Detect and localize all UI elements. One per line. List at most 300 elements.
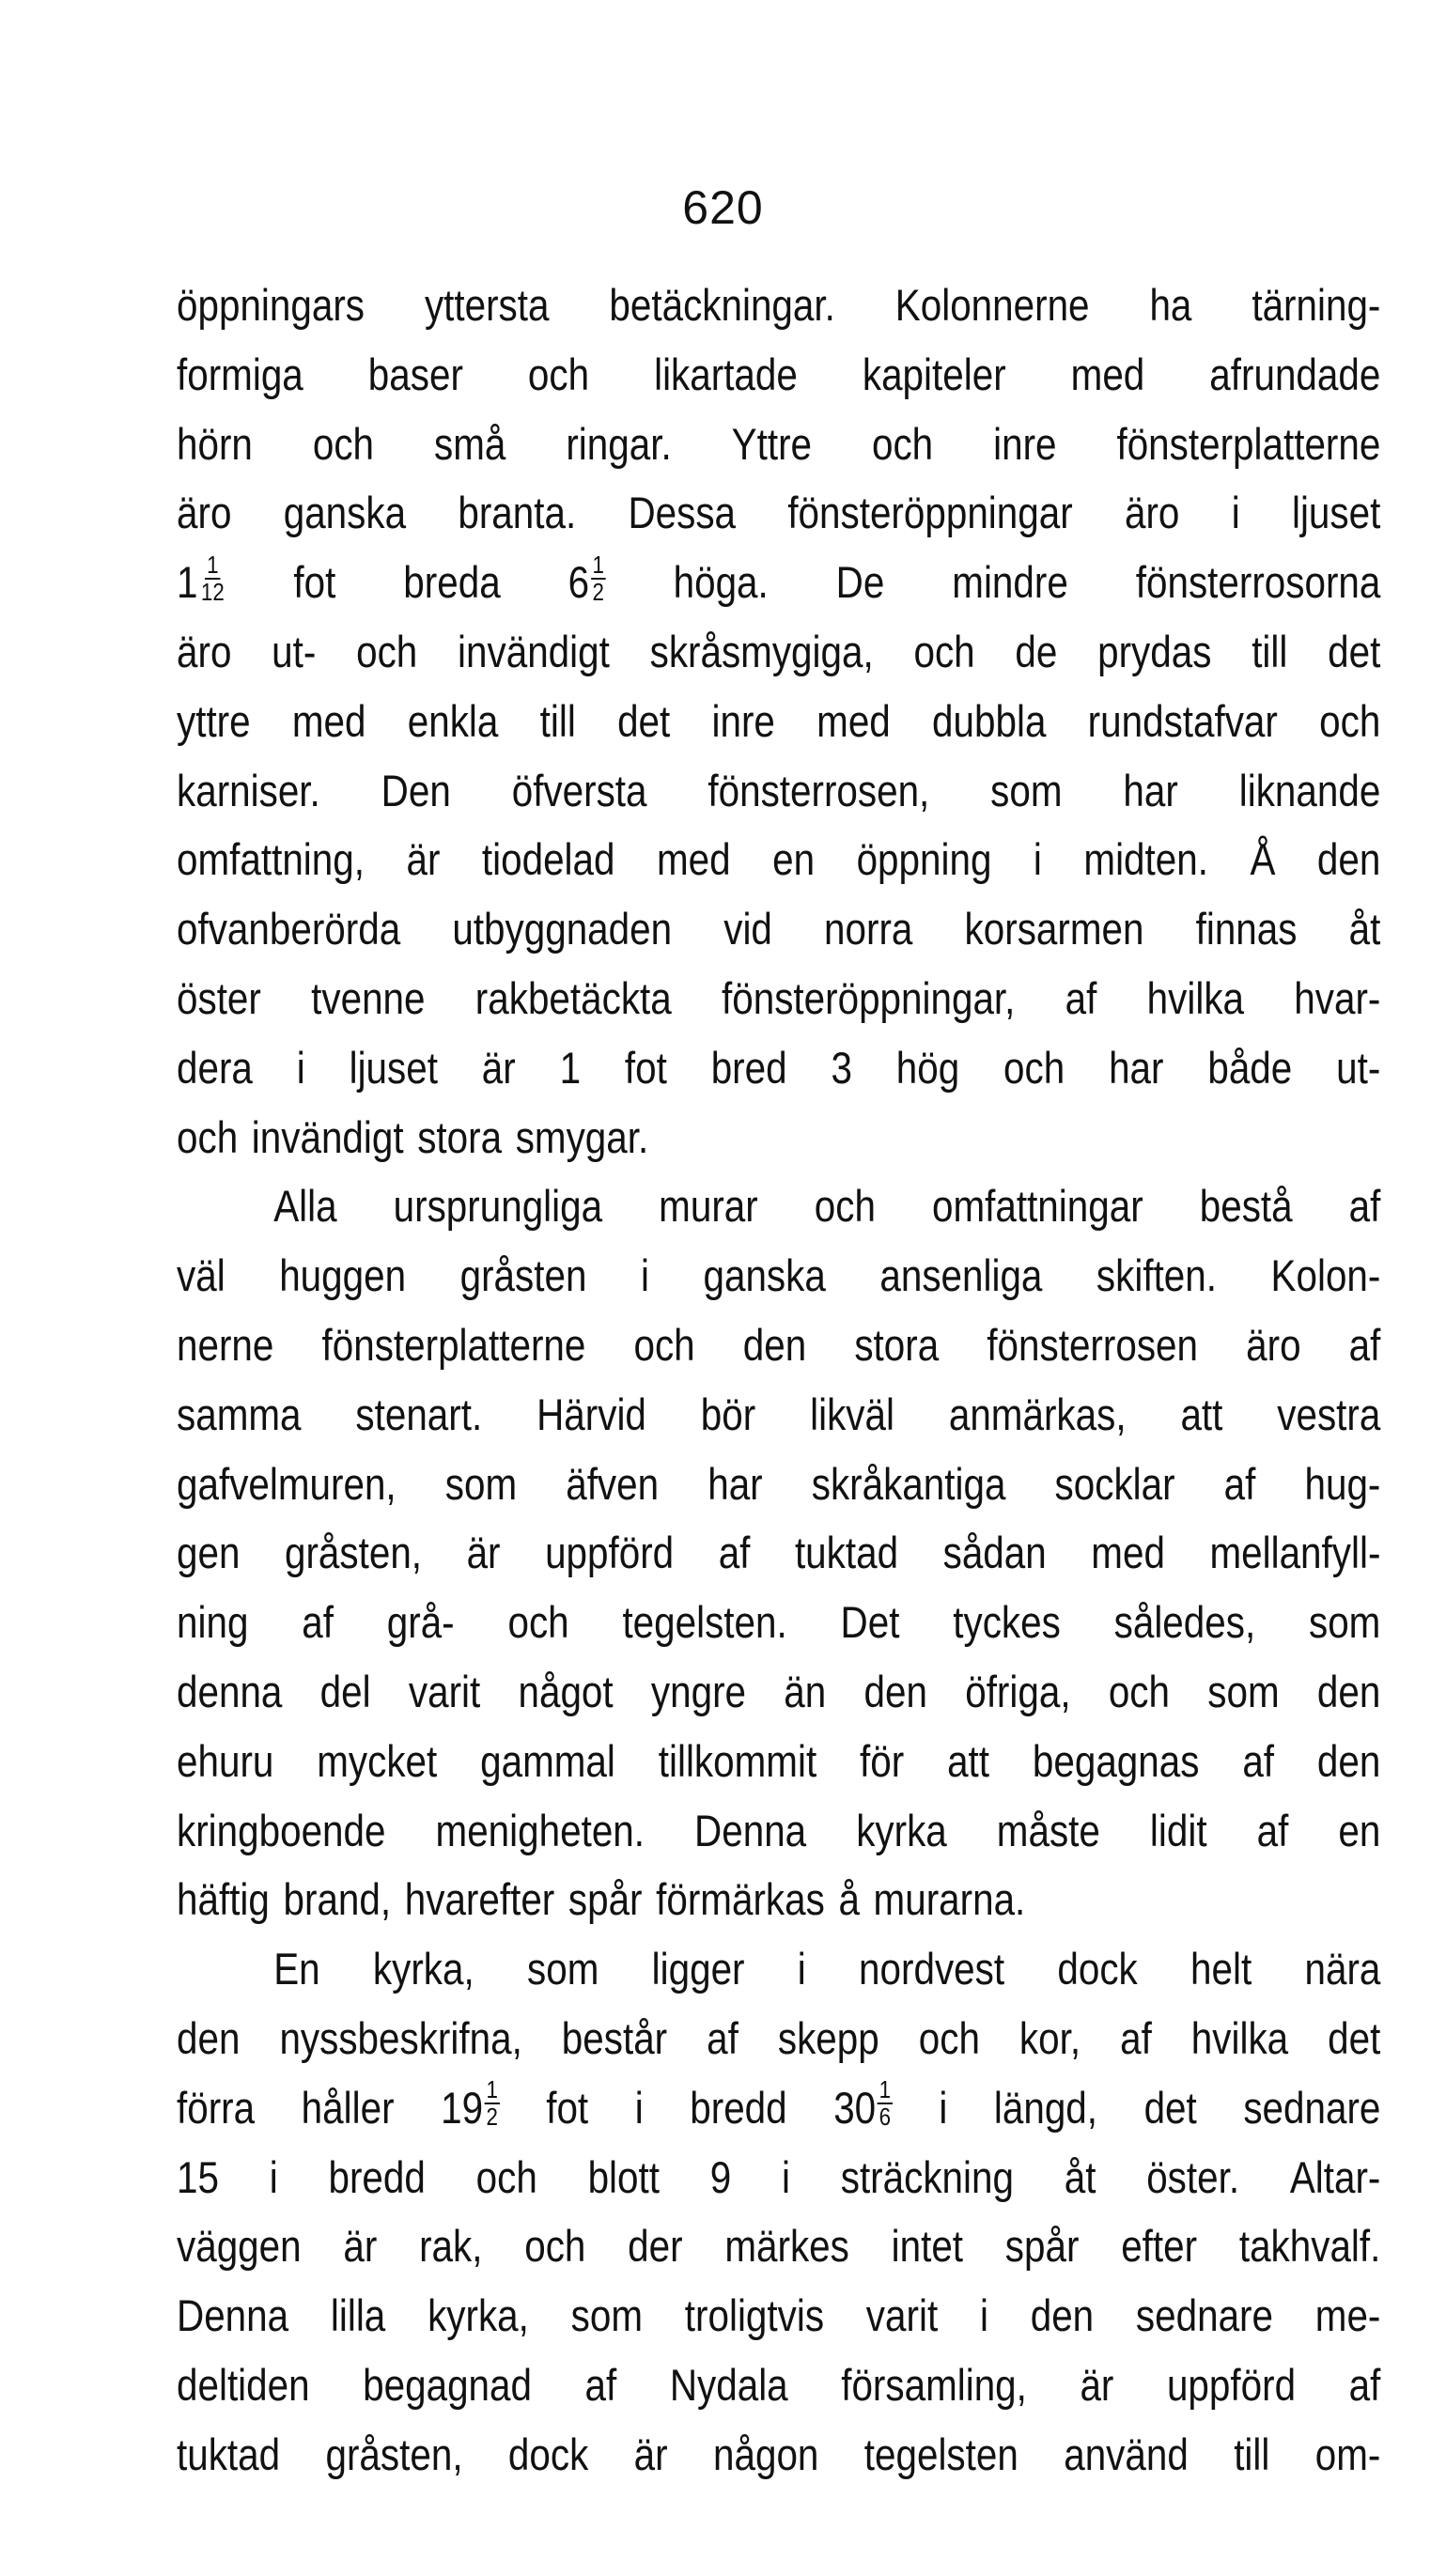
word: något [518,1666,614,1716]
text-line [177,1380,1380,1450]
text-line [177,1865,1380,1934]
word: det [617,695,671,746]
word: af [1348,2359,1381,2410]
word: af [1120,2012,1152,2063]
text-line [177,964,1380,1033]
word: väggen [177,2221,302,2272]
word: ning [177,1597,249,1648]
text-line [177,1657,1380,1727]
word: fönsterrosorna [1135,557,1381,608]
word: både [1207,1042,1293,1093]
word: äro [177,626,232,676]
word: är [343,2221,378,2272]
word: Alla [273,1181,337,1232]
word: Å [1250,834,1276,885]
word: korsarmen [964,904,1144,954]
word: nyssbeskrifna, [279,2012,522,2063]
word: karniser. [177,765,320,815]
word: del [319,1666,371,1716]
word: ofvanberörda [177,904,401,954]
text-line [177,271,1380,340]
word: inre [993,418,1057,469]
word: och [633,1319,695,1370]
word: höga. [673,557,769,608]
text-line [177,1033,1380,1103]
mixed-number [833,2073,893,2143]
word: ljuset [1291,488,1381,538]
word: den [1316,1735,1381,1786]
word: dera [177,1042,253,1093]
fraction [199,552,225,605]
word: kyrka [856,1805,947,1855]
word: i [634,2082,644,2133]
word: yngre [650,1666,747,1716]
word: har [707,1458,763,1509]
word: den [1316,1666,1381,1716]
word: hvilka [1146,972,1245,1023]
fraction-denominator: 12 [200,577,225,606]
word: utbyggnaden [452,904,673,954]
word: tiodelad [481,834,615,885]
word: menigheten. [435,1805,645,1855]
word: tegelsten [863,2429,1018,2479]
mixed-number [441,2073,500,2143]
word: som [570,2290,644,2341]
word: bred [710,1042,787,1093]
text-line [177,825,1380,894]
word: finnas [1195,904,1298,954]
word: Kolonnerne [894,280,1090,330]
word: liknande [1238,765,1381,815]
word: tuktad [794,1528,899,1578]
word: stora [417,1111,503,1162]
word: af [1065,972,1097,1023]
word: af [707,2012,739,2063]
word: af [1348,1319,1381,1370]
word: efter [1121,2221,1198,2272]
word: å [838,1874,860,1925]
word: är [633,2429,668,2479]
word: tvenne [311,972,426,1023]
word: prydas [1097,626,1212,676]
word: skepp [777,2012,879,2063]
word: fönsterplatterne [321,1319,586,1370]
word: fönsterrosen, [707,765,930,815]
word: öppning [856,834,992,885]
word: 9 [709,2151,732,2202]
word: bredd [328,2151,426,2202]
word: skiften. [1096,1250,1217,1301]
text-line [177,548,1380,617]
word: af [302,1597,334,1648]
fraction-numerator: 1 [878,2075,892,2104]
word: i [1231,488,1240,538]
word: tillkommit [658,1735,817,1786]
word: blott [587,2151,660,2202]
word: det [1328,2012,1381,2063]
word: En [273,1944,320,1994]
word: breda [403,557,501,608]
word: Dessa [628,488,737,538]
word: yttersta [424,280,550,330]
word: likartade [654,349,798,399]
mixed-number-whole: 19 [441,2082,484,2133]
fraction [878,2077,893,2130]
word: ljuset [349,1042,438,1093]
mixed-number [568,548,606,617]
word: med [291,695,366,746]
word: och [312,418,375,469]
word: vestra [1277,1389,1381,1439]
word: i [640,1250,649,1301]
fraction-denominator: 2 [592,577,604,606]
word: 1 [559,1042,582,1093]
word: Nydala [669,2359,788,2410]
word: rundstafvar [1087,695,1278,746]
word: fönsteröppningar [787,488,1073,538]
word: Härvid [536,1389,646,1439]
word: omfattningar [931,1181,1143,1232]
word: af [1348,1181,1381,1232]
word: och [1003,1042,1065,1093]
word: invändigt [251,1111,404,1162]
fraction-denominator: 2 [486,2103,498,2132]
fraction-denominator: 6 [878,2103,892,2132]
word: är [466,1528,501,1578]
word: fot [293,557,336,608]
word: förra [177,2082,256,2133]
word: Denna [177,2290,289,2341]
word: rakbetäckta [474,972,672,1023]
text-line [177,2004,1380,2073]
word: och [524,2221,586,2272]
word: till [1234,2429,1270,2479]
mixed-number-whole: 6 [568,557,590,608]
word: sednare [1135,2290,1274,2341]
word: öster [177,972,261,1023]
word: med [816,695,891,746]
word: dubbla [932,695,1047,746]
word: och [871,418,934,469]
text-line [177,2420,1380,2490]
word: deltiden [177,2359,310,2410]
word: tuktad [177,2429,281,2479]
word: församling, [841,2359,1027,2410]
text-line [177,1450,1380,1519]
word: ursprungliga [393,1181,603,1232]
word: hug- [1304,1458,1381,1509]
word: gråsten, [325,2429,463,2479]
word: i [296,1042,305,1093]
word: ringar. [566,418,672,469]
word: lidit [1149,1805,1207,1855]
word: vid [723,904,772,954]
word: mycket [317,1735,438,1786]
word: murar [659,1181,758,1232]
word: är [481,1042,516,1093]
word: en [772,834,816,885]
word: Den [381,765,451,815]
word: består [561,2012,668,2063]
text-line [177,2211,1380,2281]
word: fönsterplatterne [1116,418,1381,469]
word: afrundade [1209,349,1381,399]
text-line [177,340,1380,410]
word: i [1033,834,1042,885]
word: spår [1004,2221,1080,2272]
word: om- [1314,2429,1381,2479]
word: hvar- [1294,972,1381,1023]
text-line [177,1103,1380,1172]
word: de [1015,626,1058,676]
word: således, [1113,1597,1256,1648]
word: mellanfyll- [1209,1528,1381,1578]
word: Altar- [1289,2151,1381,2202]
word: takhvalf. [1238,2221,1381,2272]
word: kyrka, [428,2290,529,2341]
word: förmärkas [656,1874,825,1925]
word: lilla [330,2290,386,2341]
word: ligger [651,1944,745,1994]
word: begagnas [1032,1735,1200,1786]
word: yttre [177,695,251,746]
word: hög [895,1042,960,1093]
word: och [177,1111,239,1162]
word: af [1256,1805,1289,1855]
word: brand, [283,1874,392,1925]
text-line [177,687,1380,756]
word: har [1109,1042,1164,1093]
word: den [1030,2290,1095,2341]
word: ganska [283,488,407,538]
word: troligtvis [684,2290,825,2341]
word: gen [177,1528,241,1578]
word: af [1223,1458,1256,1509]
word: intet [891,2221,964,2272]
word: omfattning, [177,834,365,885]
text-line [177,2073,1380,2143]
word: till [1252,626,1288,676]
word: att [947,1735,990,1786]
word: stora [854,1319,940,1370]
word: den [742,1319,807,1370]
text-line [177,2281,1380,2351]
word: och [814,1181,876,1232]
word: som [527,1944,599,1994]
text-line [177,1518,1380,1588]
word: som [1308,1597,1381,1648]
word: bestå [1199,1181,1293,1232]
word: med [1070,349,1145,399]
word: af [718,1528,751,1578]
word: som [444,1458,518,1509]
word: begagnad [363,2359,532,2410]
text-line [177,2143,1380,2212]
word: nerne [177,1319,274,1370]
text-line [177,2351,1380,2420]
word: och [913,626,975,676]
word: att [1180,1389,1223,1439]
text-line [177,894,1380,964]
word: hvilka [1190,2012,1289,2063]
text-line [177,478,1380,548]
word: enkla [407,695,499,746]
text-line [177,1311,1380,1380]
word: dock [507,2429,589,2479]
fraction-numerator: 1 [592,550,604,579]
word: 3 [831,1042,852,1093]
word: och [1108,1666,1170,1716]
word: hörn [177,418,253,469]
word: som [990,765,1063,815]
word: små [434,418,506,469]
word: åt [1064,2151,1096,2202]
word: fot [624,1042,667,1093]
word: betäckningar. [609,280,835,330]
word: äfven [566,1458,660,1509]
word: mindre [952,557,1068,608]
word: äro [177,488,232,538]
word: uppförd [1166,2359,1297,2410]
word: huggen [279,1250,407,1301]
text-line [177,1172,1380,1241]
word: det [1328,626,1381,676]
word: af [1242,1735,1275,1786]
word: har [1123,765,1178,815]
fraction [591,552,606,605]
word: öppningars [177,280,365,330]
word: skråkantiga [811,1458,1006,1509]
mixed-number-whole: 30 [833,2082,877,2133]
word: sträckning [840,2151,1014,2202]
word: väl [177,1250,225,1301]
word: norra [824,904,913,954]
mixed-number-whole: 1 [177,557,198,608]
body-text [177,271,1381,2490]
word: nära [1304,1944,1381,1994]
word: ha [1149,280,1192,330]
word: anmärkas, [948,1389,1127,1439]
word: det [1143,2082,1197,2133]
word: socklar [1054,1458,1175,1509]
word: denna [177,1666,283,1716]
word: tegelsten. [622,1597,787,1648]
word: skråsmygiga, [649,626,874,676]
word: i [797,1944,806,1994]
word: och [918,2012,980,2063]
word: Yttre [731,418,813,469]
word: i [269,2151,278,2202]
word: varit [865,2290,939,2341]
word: Det [840,1597,900,1648]
word: af [584,2359,617,2410]
word: hvarefter [404,1874,555,1925]
word: till [539,695,576,746]
word: med [656,834,731,885]
word: ganska [703,1250,826,1301]
word: der [628,2221,683,2272]
word: äro [1124,488,1180,538]
text-line [177,617,1380,687]
fraction-numerator: 1 [486,2075,498,2104]
word: murarna. [873,1874,1026,1925]
word: gråsten, [284,1528,423,1578]
word: formiga [177,349,303,399]
word: fönsteröppningar, [722,972,1016,1023]
word: gråsten [459,1250,587,1301]
text-line [177,1727,1380,1796]
word: spår [568,1874,643,1925]
word: gammal [480,1735,615,1786]
word: sådan [942,1528,1047,1578]
word: inre [711,695,775,746]
word: rak, [419,2221,483,2272]
word: öfriga, [965,1666,1071,1716]
word: och [507,1597,569,1648]
word: invändigt [458,626,610,676]
word: nordvest [859,1944,1005,1994]
word: me- [1314,2290,1381,2341]
word: och [527,349,590,399]
word: någon [712,2429,819,2479]
word: tärning- [1252,280,1381,330]
word: kyrka, [372,1944,474,1994]
text-line [177,1241,1380,1311]
word: smygar. [515,1111,649,1162]
text-line [177,1588,1380,1657]
word: den [177,2012,241,2063]
text-line [177,410,1380,479]
word: stenart. [355,1389,483,1439]
word: midten. [1083,834,1208,885]
word: i [781,2151,790,2202]
word: och [475,2151,537,2202]
word: 15 [177,2151,219,2202]
fraction [485,2077,500,2130]
word: åt [1348,904,1381,954]
word: Kolon- [1270,1250,1381,1301]
word: likväl [810,1389,894,1439]
word: i [979,2290,988,2341]
word: är [1080,2359,1114,2410]
word: och [356,626,418,676]
word: kapiteler [862,349,1006,399]
word: dock [1057,1944,1138,1994]
word: är [406,834,441,885]
word: ansenliga [879,1250,1043,1301]
word: fot [546,2082,589,2133]
word: och [1319,695,1381,746]
word: med [1091,1528,1165,1578]
word: måste [996,1805,1100,1855]
word: i [939,2082,948,2133]
word: håller [301,2082,395,2133]
page-number: 620 [682,181,764,234]
word: en [1338,1805,1381,1855]
word: använd [1064,2429,1189,2479]
word: De [835,557,885,608]
word: baser [367,349,463,399]
word: samma [177,1389,302,1439]
word: öster. [1146,2151,1240,2202]
word: öfversta [511,765,647,815]
word: Denna [694,1805,807,1855]
word: som [1207,1666,1280,1716]
word: varit [408,1666,481,1716]
word: helt [1190,1944,1252,1994]
word: ut- [272,626,317,676]
word: bredd [690,2082,787,2133]
